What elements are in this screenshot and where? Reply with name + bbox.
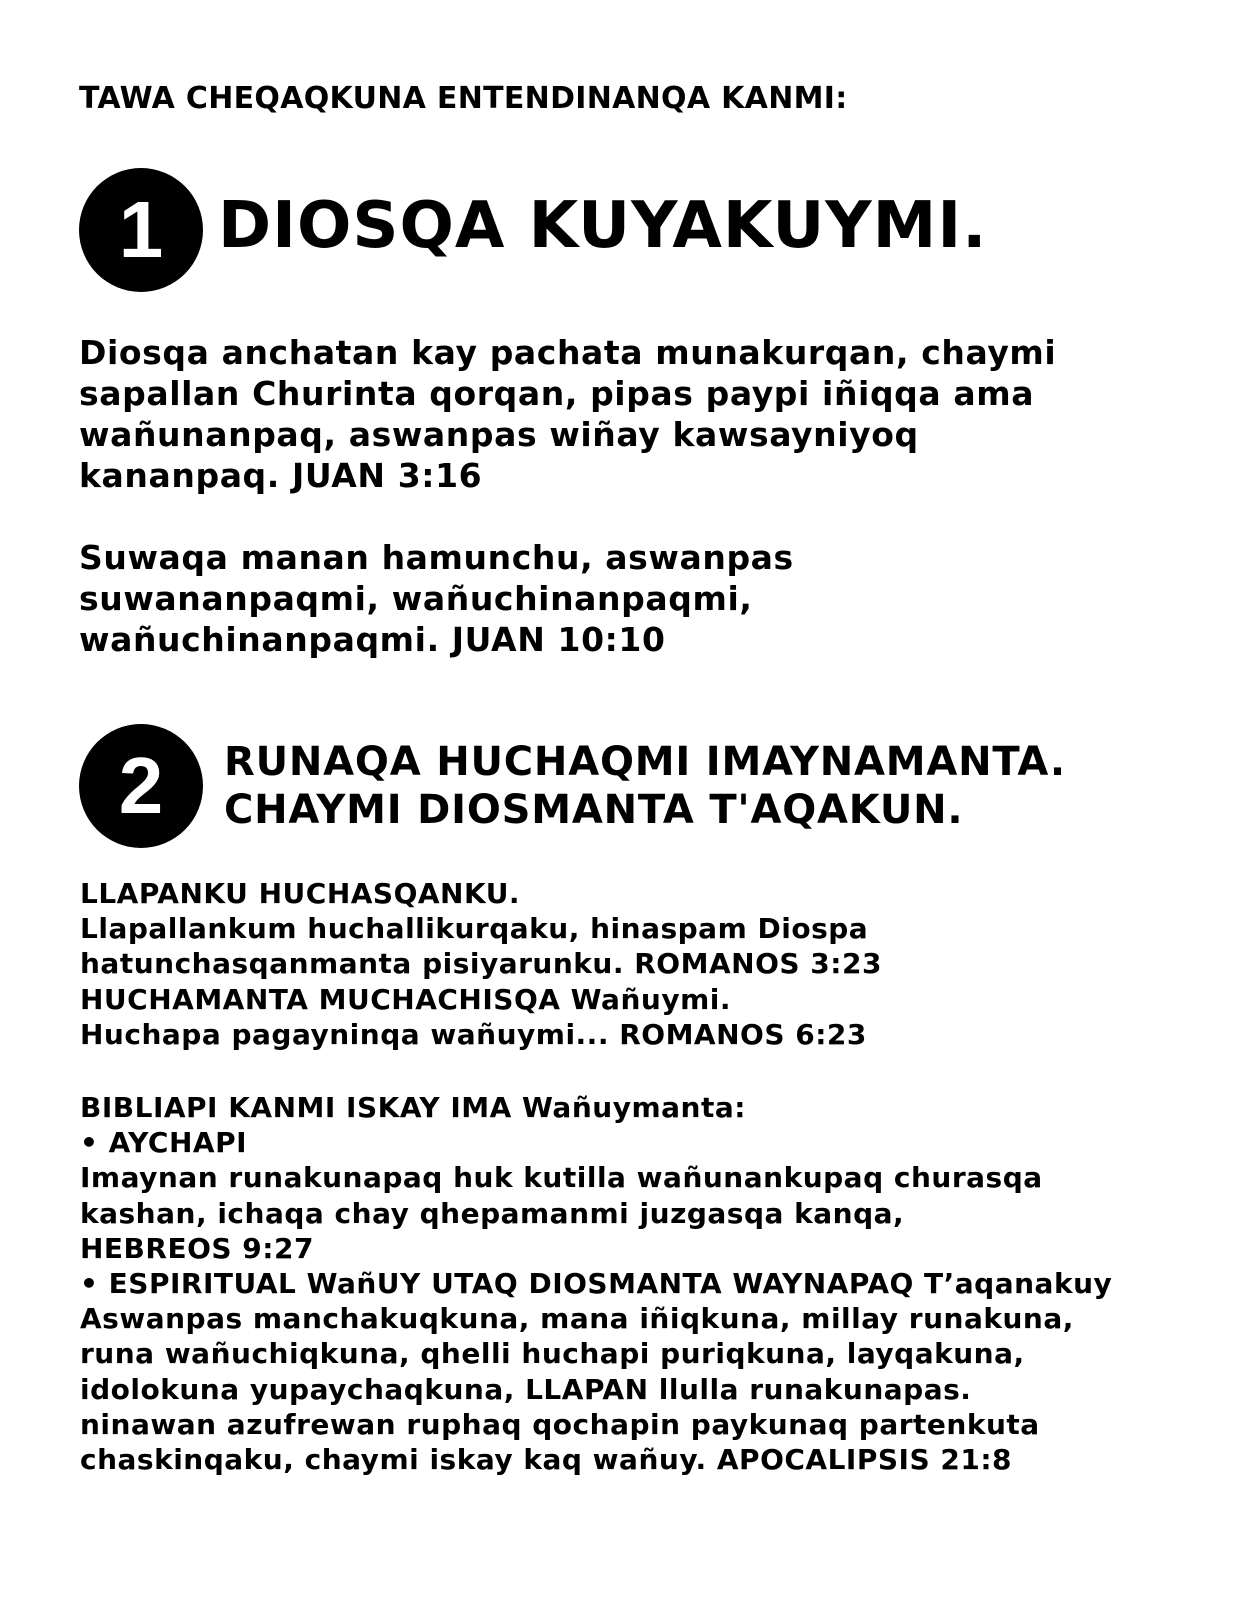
text-line: idolokuna yupaychaqkuna, LLAPAN llulla runakunapas. — [80, 1372, 972, 1406]
text-line: suwananpaqmi, wañuchinanpaqmi, — [79, 579, 753, 618]
bullet-line: • AYCHAPI — [80, 1126, 248, 1160]
heading-line: CHAYMI DIOSMANTA T'AQAKUN. — [224, 787, 964, 833]
text-line: Imaynan runakunapaq huk kutilla wañunankupaq churasqa — [80, 1161, 1043, 1195]
text-line: runa wañuchiqkuna, qhelli huchapi puriqkuna, layqakuna, — [80, 1337, 1025, 1371]
text-line: Diosqa anchatan kay pachata munakurqan, chaymi — [79, 333, 1057, 372]
text-line: HEBREOS 9:27 — [80, 1231, 314, 1265]
text-line: LLAPANKU HUCHASQANKU. — [80, 877, 521, 910]
text-line: wañuchinanpaqmi. JUAN 10:10 — [79, 620, 666, 659]
text-line: kashan, ichaqa chay qhepamanmi juzgasqa kanqa, — [80, 1196, 905, 1230]
text-line: ninawan azufrewan ruphaq qochapin paykunaq partenkuta — [80, 1407, 1040, 1441]
text-line: sapallan Churinta qorqan, pipas paypi iñiqqa ama — [79, 374, 1035, 413]
intro-heading: TAWA CHEQAQKUNA ENTENDINANQA KANMI: — [79, 81, 848, 116]
text-line: BIBLIAPI KANMI ISKAY IMA Wañuymanta: — [80, 1091, 746, 1124]
section-2-block-1 — [80, 876, 882, 1052]
text-line: kananpaq. JUAN 3:16 — [79, 456, 483, 495]
text-line: Suwaqa manan hamunchu, aswanpas — [79, 538, 794, 577]
text-line: Llapallankum huchallikurqaku, hinaspam Diospa — [80, 912, 869, 946]
section-1-paragraph-2 — [79, 537, 794, 660]
bullet-line: • ESPIRITUAL WañUY UTAQ DIOSMANTA WAYNAPAQ T’aqanakuy — [80, 1267, 1113, 1301]
heading-line: RUNAQA HUCHAQMI IMAYNAMANTA. — [224, 739, 1066, 785]
number-badge-2: 2 — [79, 724, 203, 848]
section-2-heading — [224, 738, 1066, 834]
section-2-block-2 — [80, 1090, 1112, 1477]
number-badge-1: 1 — [79, 168, 203, 292]
text-line: Aswanpas manchakuqkuna, mana iñiqkuna, millay runakuna, — [80, 1302, 1074, 1336]
text-line: Huchapa pagayninqa wañuymi... ROMANOS 6:23 — [80, 1017, 867, 1051]
text-line: HUCHAMANTA MUCHACHISQA Wañuymi. — [80, 982, 731, 1016]
text-line: chaskinqaku, chaymi iskay kaq wañuy. APOCALIPSIS 21:8 — [80, 1443, 1013, 1477]
section-1-paragraph-1 — [79, 332, 1056, 496]
text-line: hatunchasqanmanta pisiyarunku. ROMANOS 3:23 — [80, 947, 882, 981]
text-line: wañunanpaq, aswanpas wiñay kawsayniyoq — [79, 415, 919, 454]
section-1-heading: DIOSQA KUYAKUYMI. — [218, 189, 988, 263]
